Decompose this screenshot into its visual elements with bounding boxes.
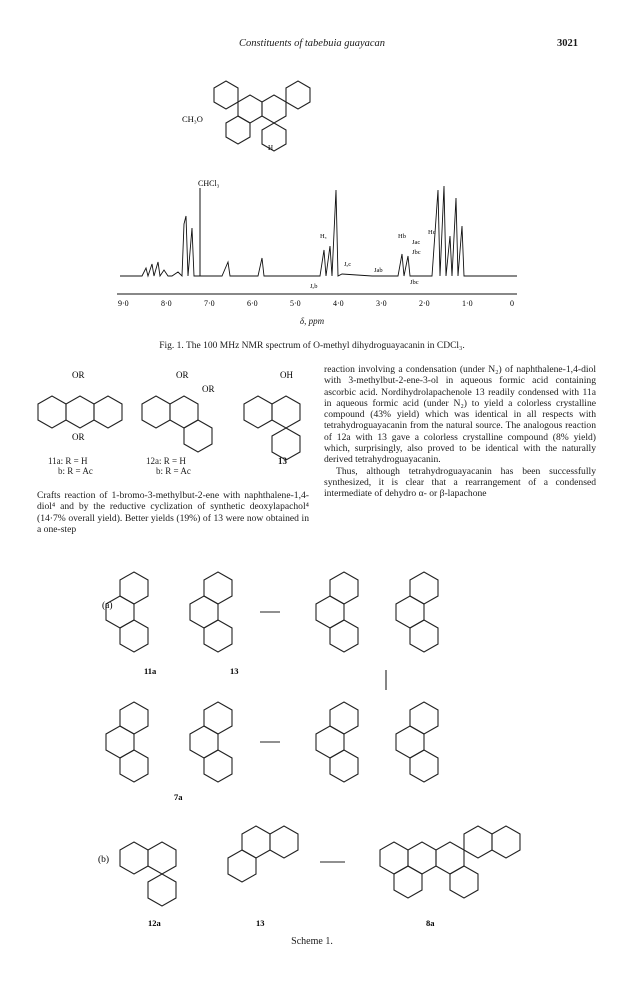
svg-text:OR: OR xyxy=(72,370,85,380)
svg-text:OH: OH xyxy=(280,370,293,380)
tick-label: 3·0 xyxy=(376,299,387,308)
tick-label: 9·0 xyxy=(118,299,129,308)
peak-label: Jₐc xyxy=(344,261,352,268)
scheme-label: 11a xyxy=(144,666,157,676)
left-column-text xyxy=(37,490,309,535)
x-axis-label: δ, ppm xyxy=(299,316,325,326)
methyl-dihydroguayacanin-structure xyxy=(180,68,340,168)
right-paragraph-1: reaction involving a condensation (under N₂) of naphthalene-1,4-diol with 3-methylbut-2-ene-3-ol in aqueous formic acid containing ascorbic acid. Nordihydrolapachenole 13 readily condensed with 11a in aqueous formic acid (under N₂) to yield a colorless crystalline compound (43% yield) which was identical in all respects with tetrahydroguayacanin from the natural source. The analogous reaction of 12a with 13 gave a colorless crystalline compound (8% yield) which, surprisingly, also proved to be identical with the naturally derived tetrahydroguayacanin. xyxy=(324,364,596,466)
compound-12-line2: b: R = Ac xyxy=(156,466,191,476)
peak-label: Jbc xyxy=(410,279,419,286)
peak-label: Jac xyxy=(412,239,421,246)
tick-label: 2·0 xyxy=(419,299,430,308)
nmr-spectrum xyxy=(112,176,522,311)
tick-label: 4·0 xyxy=(333,299,344,308)
page-header xyxy=(0,38,624,52)
compound-13-label: 13 xyxy=(278,456,287,466)
svg-text:OR: OR xyxy=(72,432,85,442)
scheme-label: 7a xyxy=(174,792,183,802)
solvent-label: CHCl₃ xyxy=(198,179,220,188)
scheme-caption: Scheme 1. xyxy=(291,936,333,947)
tick-label: 5·0 xyxy=(290,299,301,308)
scheme-label: 13 xyxy=(230,666,239,676)
peak-label: Jₐb xyxy=(310,283,318,290)
svg-text:OR: OR xyxy=(176,370,189,380)
right-paragraph-2: Thus, although tetrahydroguayacanin has been successfully synthesized, it is clear that a rearrangement of a condensed intermediate of dehydro α- or β-lapachone xyxy=(324,465,596,500)
tick-label: 0 xyxy=(510,299,514,308)
compound-11-line2: b: R = Ac xyxy=(58,466,93,476)
scheme-1 xyxy=(80,560,550,940)
left-paragraph: Crafts reaction of 1-bromo-3-methylbut-2-ene with naphthalene-1,4-diol⁴ and by the reductive cyclization of synthetic deoxylapachol⁴ (14·7% overall yield). Better yields (19%) of 13 were now obtained in a one-step xyxy=(37,490,309,535)
compound-12-line1: 12a: R = H xyxy=(146,456,186,466)
tick-label: 1·0 xyxy=(462,299,473,308)
svg-text:OR: OR xyxy=(202,384,215,394)
part-b-label: (b) xyxy=(98,855,110,865)
peak-label: Hₐ xyxy=(320,233,327,240)
hc-label: H xyxy=(268,144,274,152)
peak-label: Hb xyxy=(398,233,406,240)
scheme-label: 12a xyxy=(148,918,161,928)
coupling-labels xyxy=(310,229,436,290)
compound-11-label xyxy=(48,456,93,476)
spectrum-trace xyxy=(120,186,517,276)
scheme-label: 8a xyxy=(426,918,435,928)
page-number: 3021 xyxy=(557,38,578,49)
scheme-label: 13 xyxy=(256,918,265,928)
running-title: Constituents of tabebuia guayacan xyxy=(238,38,386,49)
peak-label: Jab xyxy=(374,267,383,274)
part-a-label: (a) xyxy=(102,601,113,611)
tick-label: 6·0 xyxy=(247,299,258,308)
tick-label: 8·0 xyxy=(161,299,172,308)
right-column-text xyxy=(324,364,596,500)
compound-12-label xyxy=(146,456,191,476)
figure-caption: Fig. 1. The 100 MHz NMR spectrum of O-methyl dihydroguayacanin in CDCl₃. xyxy=(159,341,465,351)
peak-label: Jbc xyxy=(412,249,421,256)
methoxy-label: CH₃O xyxy=(182,114,203,124)
peak-label: Hc xyxy=(428,229,436,236)
tick-label: 7·0 xyxy=(204,299,215,308)
x-tick-labels xyxy=(118,299,514,308)
compound-11-line1: 11a: R = H xyxy=(48,456,88,466)
